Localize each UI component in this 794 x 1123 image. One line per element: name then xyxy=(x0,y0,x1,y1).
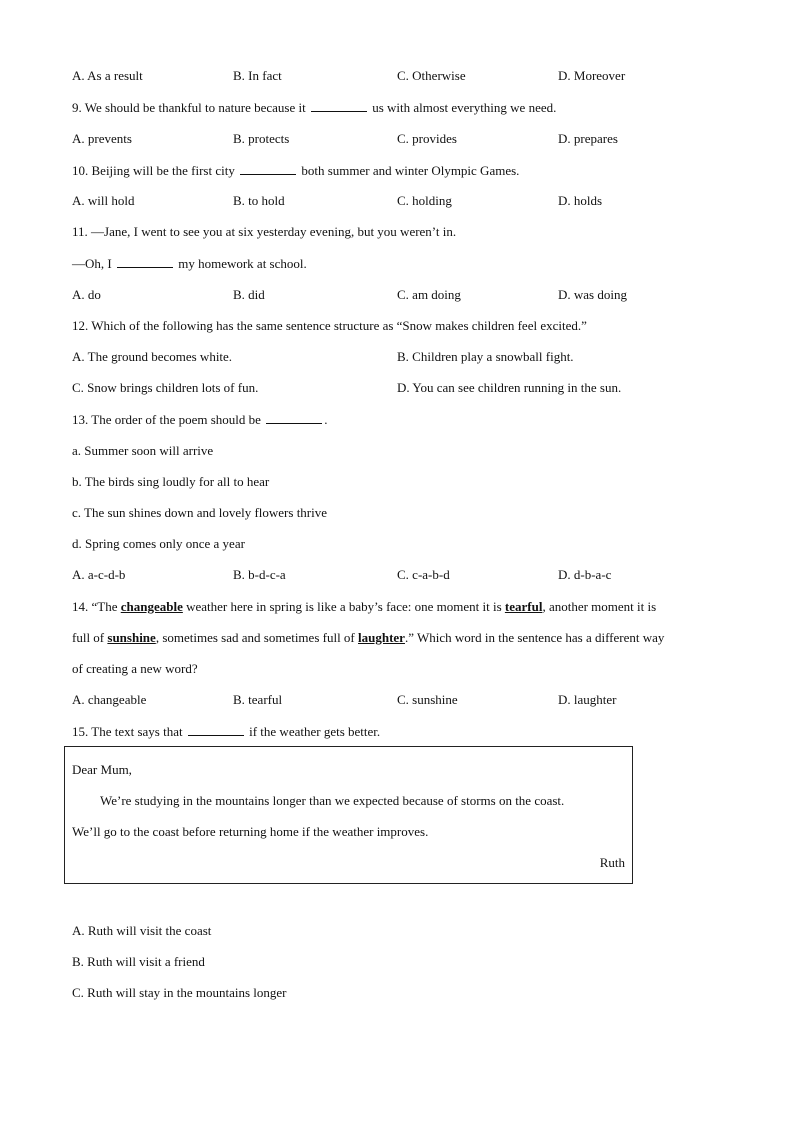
q12-option-d: D. You can see children running in the sun. xyxy=(397,380,622,395)
q12-option-b: B. Children play a snowball fight. xyxy=(397,349,574,364)
q11-option-c: C. am doing xyxy=(397,287,461,302)
q9-option-c: C. provides xyxy=(397,131,457,146)
q10-option-b: B. to hold xyxy=(233,193,285,208)
q13-stem-text-end: . xyxy=(324,412,328,427)
q14-stem-line2 xyxy=(72,630,664,646)
q10-options xyxy=(72,193,712,209)
q15-option-b: B. Ruth will visit a friend xyxy=(72,954,205,969)
q15-stem-text: 15. The text says that xyxy=(72,724,183,739)
q10-option-d: D. holds xyxy=(558,193,603,208)
q8-option-a: A. As a result xyxy=(72,68,143,83)
q9-stem-text-end: us with almost everything we need. xyxy=(372,100,557,115)
q8-option-b: B. In fact xyxy=(233,68,282,83)
q10-option-a: A. will hold xyxy=(72,193,135,208)
q9-stem-text: 9. We should be thankful to nature because it xyxy=(72,100,306,115)
q12-options-row2 xyxy=(72,380,712,396)
q13-option-d: D. d-b-a-c xyxy=(558,567,612,582)
q13-poem-line-c: c. The sun shines down and lovely flowers thrive xyxy=(72,505,328,520)
q14-text: weather here in spring is like a baby’s face: one moment it is xyxy=(182,599,505,614)
q12-option-a: A. The ground becomes white. xyxy=(72,349,233,364)
q11-option-a: A. do xyxy=(72,287,101,302)
q14-word-laughter: laughter xyxy=(358,630,405,645)
q9-option-a: A. prevents xyxy=(72,131,132,146)
q14-options xyxy=(72,692,712,708)
q13-poem-line-a: a. Summer soon will arrive xyxy=(72,443,214,458)
q13-options xyxy=(72,567,712,583)
q13-option-b: B. b-d-c-a xyxy=(233,567,286,582)
answer-blank xyxy=(311,99,367,112)
q14-word-sunshine: sunshine xyxy=(107,630,156,645)
q10-stem-text: 10. Beijing will be the first city xyxy=(72,163,235,178)
q12-stem: 12. Which of the following has the same sentence structure as “Snow makes children feel excited.” xyxy=(72,318,587,333)
q15-option-a: A. Ruth will visit the coast xyxy=(72,923,212,938)
q12-options-row1 xyxy=(72,349,712,365)
letter-body-line2: We’ll go to the coast before returning home if the weather improves. xyxy=(72,824,429,839)
q14-stem-line3: of creating a new word? xyxy=(72,661,198,676)
q9-option-d: D. prepares xyxy=(558,131,618,146)
q11-reply xyxy=(72,255,307,272)
q13-stem xyxy=(72,411,327,428)
q14-text: .” Which word in the sentence has a different way xyxy=(404,630,665,645)
answer-blank xyxy=(266,411,322,424)
letter-signature: Ruth xyxy=(599,855,625,870)
letter-box xyxy=(64,746,633,884)
q11-option-b: B. did xyxy=(233,287,265,302)
q10-stem-text-end: both summer and winter Olympic Games. xyxy=(301,163,520,178)
q9-stem xyxy=(72,99,556,116)
letter-body-line1: We’re studying in the mountains longer than we expected because of storms on the coast. xyxy=(100,793,565,808)
q14-text: , another moment it is xyxy=(542,599,657,614)
q11-option-d: D. was doing xyxy=(558,287,627,302)
q12-option-c: C. Snow brings children lots of fun. xyxy=(72,380,259,395)
q9-options xyxy=(72,131,712,147)
q14-text: full of xyxy=(72,630,108,645)
q13-stem-text: 13. The order of the poem should be xyxy=(72,412,261,427)
q9-option-b: B. protects xyxy=(233,131,290,146)
q10-stem xyxy=(72,162,519,179)
q11-stem: 11. —Jane, I went to see you at six yesterday evening, but you weren’t in. xyxy=(72,224,457,239)
q11-options xyxy=(72,287,712,303)
q14-text: 14. “The xyxy=(72,599,121,614)
q14-option-c: C. sunshine xyxy=(397,692,458,707)
q14-word-tearful: tearful xyxy=(504,599,543,614)
q15-stem-text-end: if the weather gets better. xyxy=(249,724,381,739)
q13-poem-line-b: b. The birds sing loudly for all to hear xyxy=(72,474,270,489)
q8-option-d: D. Moreover xyxy=(558,68,626,83)
q10-option-c: C. holding xyxy=(397,193,452,208)
q11-reply-text: —Oh, I xyxy=(72,256,112,271)
q15-stem xyxy=(72,723,380,740)
q14-option-a: A. changeable xyxy=(72,692,147,707)
q13-option-a: A. a-c-d-b xyxy=(72,567,126,582)
q11-reply-text-end: my homework at school. xyxy=(178,256,307,271)
q15-option-c: C. Ruth will stay in the mountains longer xyxy=(72,985,287,1000)
q14-option-d: D. laughter xyxy=(558,692,617,707)
q14-text: , sometimes sad and sometimes full of xyxy=(155,630,359,645)
q8-options xyxy=(72,68,712,84)
letter-greeting: Dear Mum, xyxy=(72,762,132,777)
q8-option-c: C. Otherwise xyxy=(397,68,466,83)
q14-word-changeable: changeable xyxy=(120,599,183,614)
answer-blank xyxy=(240,162,296,175)
q13-poem-line-d: d. Spring comes only once a year xyxy=(72,536,245,551)
q14-stem-line1 xyxy=(72,599,656,615)
answer-blank xyxy=(188,723,244,736)
answer-blank xyxy=(117,255,173,268)
q13-option-c: C. c-a-b-d xyxy=(397,567,450,582)
q14-option-b: B. tearful xyxy=(233,692,283,707)
